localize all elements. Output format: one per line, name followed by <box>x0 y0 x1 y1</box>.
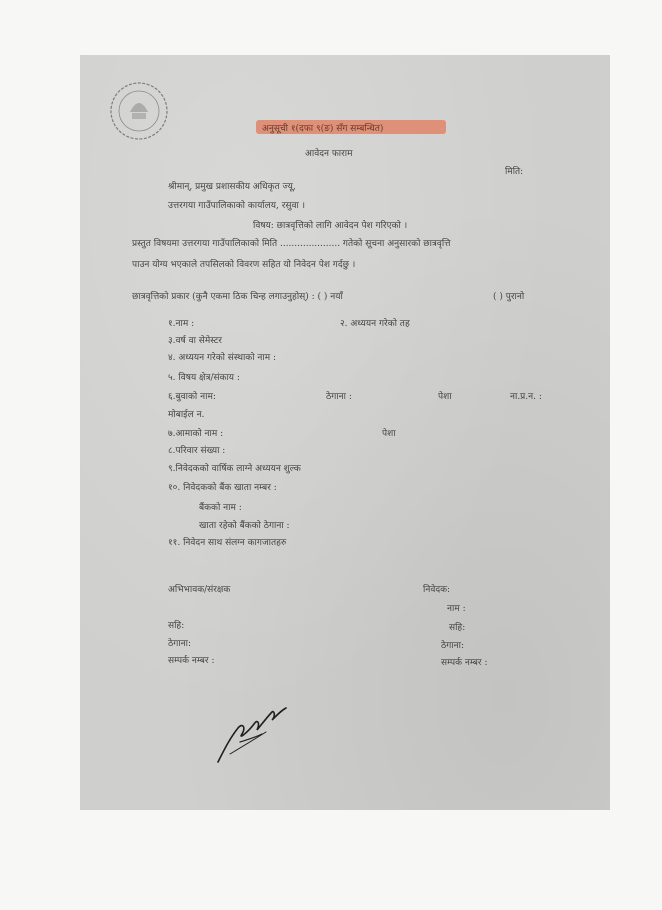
addressee-line-1: श्रीमान्‌, प्रमुख प्रशासकीय अधिकृत ज्यू, <box>168 182 296 192</box>
field-attachments: ११. निवेदन साथ संलग्न कागजातहरु <box>168 538 287 548</box>
field-year-semester: ३.वर्ष वा सेमेस्टर <box>168 336 222 346</box>
field-bank-branch: खाता रहेको बैंकको ठेगाना : <box>199 521 290 531</box>
subject-line: विषय: छात्रवृत्तिको लागि आवेदन पेश गरिएको । <box>253 221 408 231</box>
scanned-form-page <box>80 55 610 810</box>
guardian-address-label: ठेगाना: <box>168 639 191 649</box>
guardian-title: अभिभावक/संरक्षक <box>168 585 231 595</box>
field-mobile: मोबाईल न. <box>168 410 205 420</box>
form-title: आवेदन फाराम <box>305 149 353 159</box>
applicant-contact-label: सम्पर्क नम्बर : <box>441 658 488 668</box>
applicant-address-label: ठेगाना: <box>441 641 464 651</box>
field-mother-occupation: पेशा <box>382 429 396 439</box>
scholarship-type-line: छात्रवृत्तिको प्रकार (कुनै एकमा ठिक चिन्ह लगाउनुहोस्) : ( ) नयाँ <box>132 292 343 302</box>
guardian-signature-label: सहि: <box>168 621 185 631</box>
field-annual-fee: ९.निवेदकको वार्षिक लाग्ने अध्ययन शुल्क <box>168 464 301 474</box>
paragraph-line-2: पाउन योग्य भएकाले तपसिलको विवरण सहित यो निवेदन पेश गर्दछु । <box>132 260 356 270</box>
field-father-address: ठेगाना : <box>326 392 352 402</box>
addressee-line-2: उत्तरगया गाउँपालिकाको कार्यालय, रसुवा । <box>168 201 306 211</box>
scholarship-type-old: ( ) पुरानो <box>493 292 525 302</box>
annex-label-highlight <box>256 120 446 134</box>
field-father-name: ६.बुवाको नाम: <box>168 392 216 402</box>
field-mother-name: ७.आमाको नाम : <box>168 429 224 439</box>
date-label: मिति: <box>505 167 524 177</box>
field-bank-name: बैंकको नाम : <box>199 503 242 513</box>
municipality-seal-icon <box>108 80 170 142</box>
field-family-size: ८.परिवार संख्या : <box>168 446 226 456</box>
field-name: १.नाम : <box>168 319 195 329</box>
annex-label: अनुसूची १(दफा ९(ङ) सँग सम्बन्धित) <box>262 124 384 134</box>
applicant-title: निवेदक: <box>423 585 451 595</box>
field-bank-account: १०. निवेदकको बैंक खाता नम्बर : <box>168 483 277 493</box>
applicant-name-label: नाम : <box>447 604 466 614</box>
guardian-contact-label: सम्पर्क नम्बर : <box>168 656 215 666</box>
field-institution: ४. अध्ययन गरेको संस्थाको नाम : <box>168 353 277 363</box>
field-father-occupation: पेशा <box>438 392 452 402</box>
field-subject-faculty: ५. विषय क्षेत्र/संकाय : <box>168 373 240 383</box>
field-father-citizenship: ना.प्र.न. : <box>510 392 542 402</box>
handwritten-signature <box>210 690 300 770</box>
applicant-signature-label: सहि: <box>449 623 466 633</box>
paragraph-line-1: प्रस्तुत विषयमा उत्तरगया गाउँपालिकाको मिति ..................... गतेको सूचना अनुसारको छात्रवृत्ति <box>132 239 451 249</box>
field-study-level: २. अध्ययन गरेको तह <box>340 319 410 329</box>
